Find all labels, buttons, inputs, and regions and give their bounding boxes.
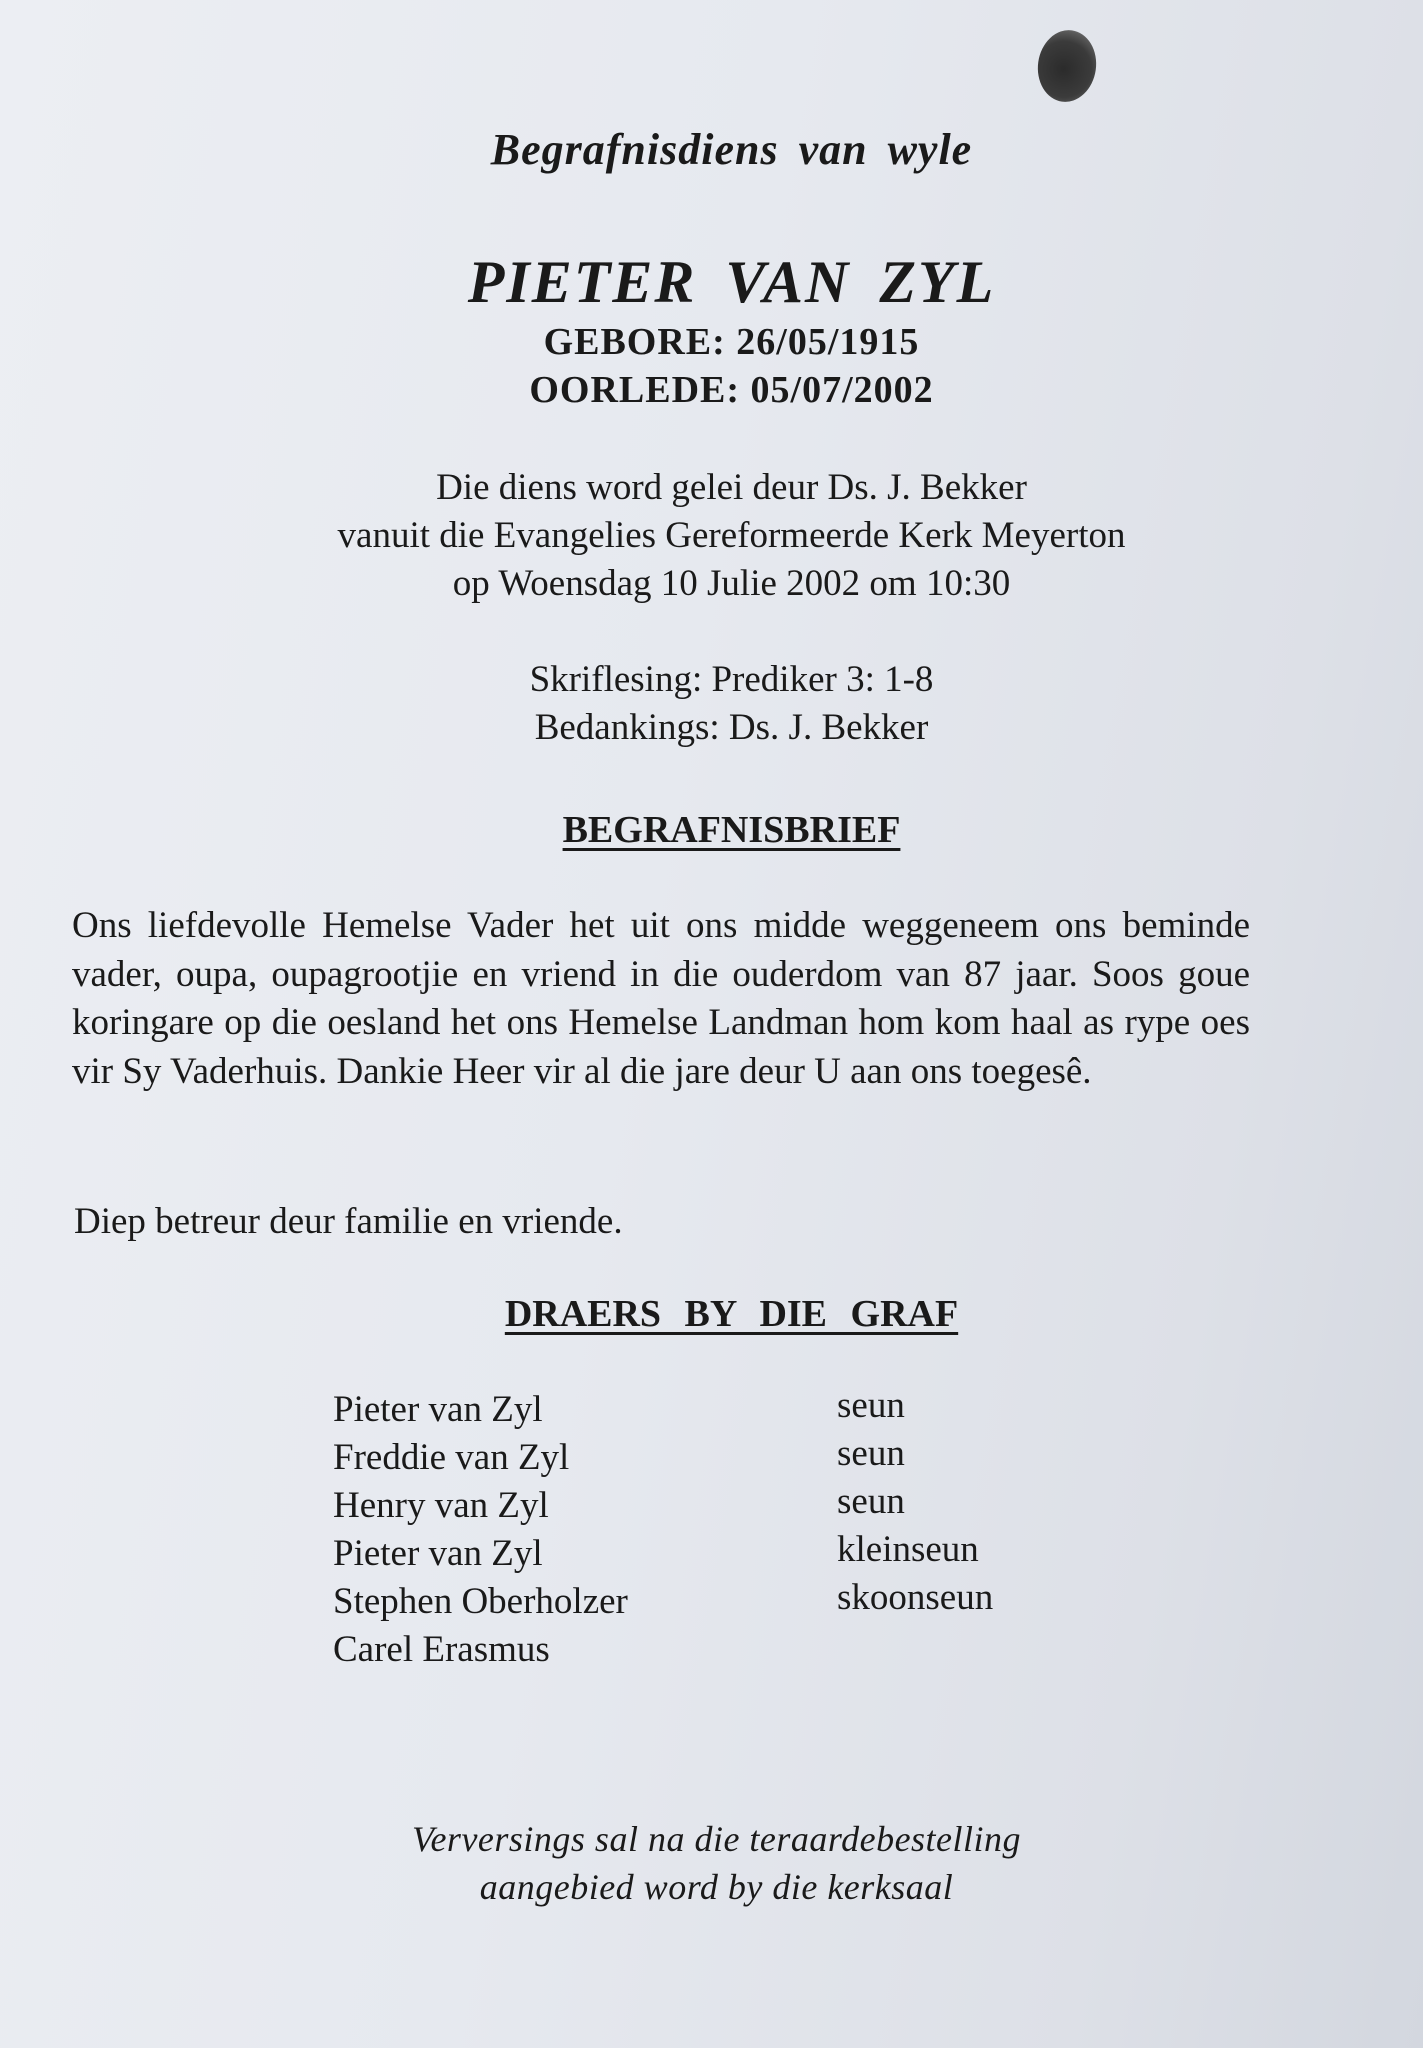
bearer-relation: seun [837,1433,905,1474]
death-date: OORLEDE: 05/07/2002 [529,369,934,411]
birth-date: GEBORE: 26/05/1915 [543,321,920,363]
letter-regards: Diep betreur deur familie en vriende. [74,1201,623,1242]
refreshments-note-line1: Verversings sal na die teraardebestelling [411,1819,1022,1859]
bearers-list [333,1385,1093,1676]
bearer-relation: skoonseun [837,1577,994,1618]
bearers-heading: DRAERS BY DIE GRAF [504,1293,959,1335]
service-subtitle: Begrafnisdiens van wyle [490,125,973,174]
scripture-reading: Skriflesing: Prediker 3: 1-8 [529,659,934,700]
bearer-row [333,1577,1093,1628]
service-officiant: Die diens word gelei deur Ds. J. Bekker [436,467,1027,508]
bearer-name: Pieter van Zyl [333,1389,543,1430]
bearer-row [333,1628,1093,1676]
letter-heading: BEGRAFNISBRIEF [562,809,901,851]
thanks-line: Bedankings: Ds. J. Bekker [534,707,929,748]
bearer-name: Stephen Oberholzer [333,1581,628,1622]
bearer-relation: kleinseun [837,1529,979,1570]
bearer-relation: seun [837,1385,905,1426]
bearer-row [333,1385,1093,1436]
bearer-relation: seun [837,1481,905,1522]
bearer-name: Pieter van Zyl [333,1533,543,1574]
refreshments-note-line2: aangebied word by die kerksaal [479,1867,954,1907]
bearer-name: Freddie van Zyl [333,1437,570,1478]
bearer-name: Carel Erasmus [333,1629,550,1670]
bearer-row [333,1433,1093,1484]
letter-body: Ons liefdevolle Hemelse Vader het uit ons midde weggeneem ons beminde vader, oupa, oupagrootjie en vriend in die ouderdom van 87 jaar. Soos goue koringare op die oesland het ons Hemelse Landman hom kom haal as rype oes vir Sy Vaderhuis. Dankie Heer vir al die jare deur U aan ons toegesê. [72,905,1250,1092]
service-datetime: op Woensdag 10 Julie 2002 om 10:30 [452,563,1011,604]
punch-hole [1033,26,1100,105]
bearer-row [333,1529,1093,1580]
bearer-row [333,1481,1093,1532]
deceased-name: PIETER VAN ZYL [467,249,996,315]
bearer-name: Henry van Zyl [333,1485,549,1526]
service-venue: vanuit die Evangelies Gereformeerde Kerk Meyerton [337,515,1126,556]
